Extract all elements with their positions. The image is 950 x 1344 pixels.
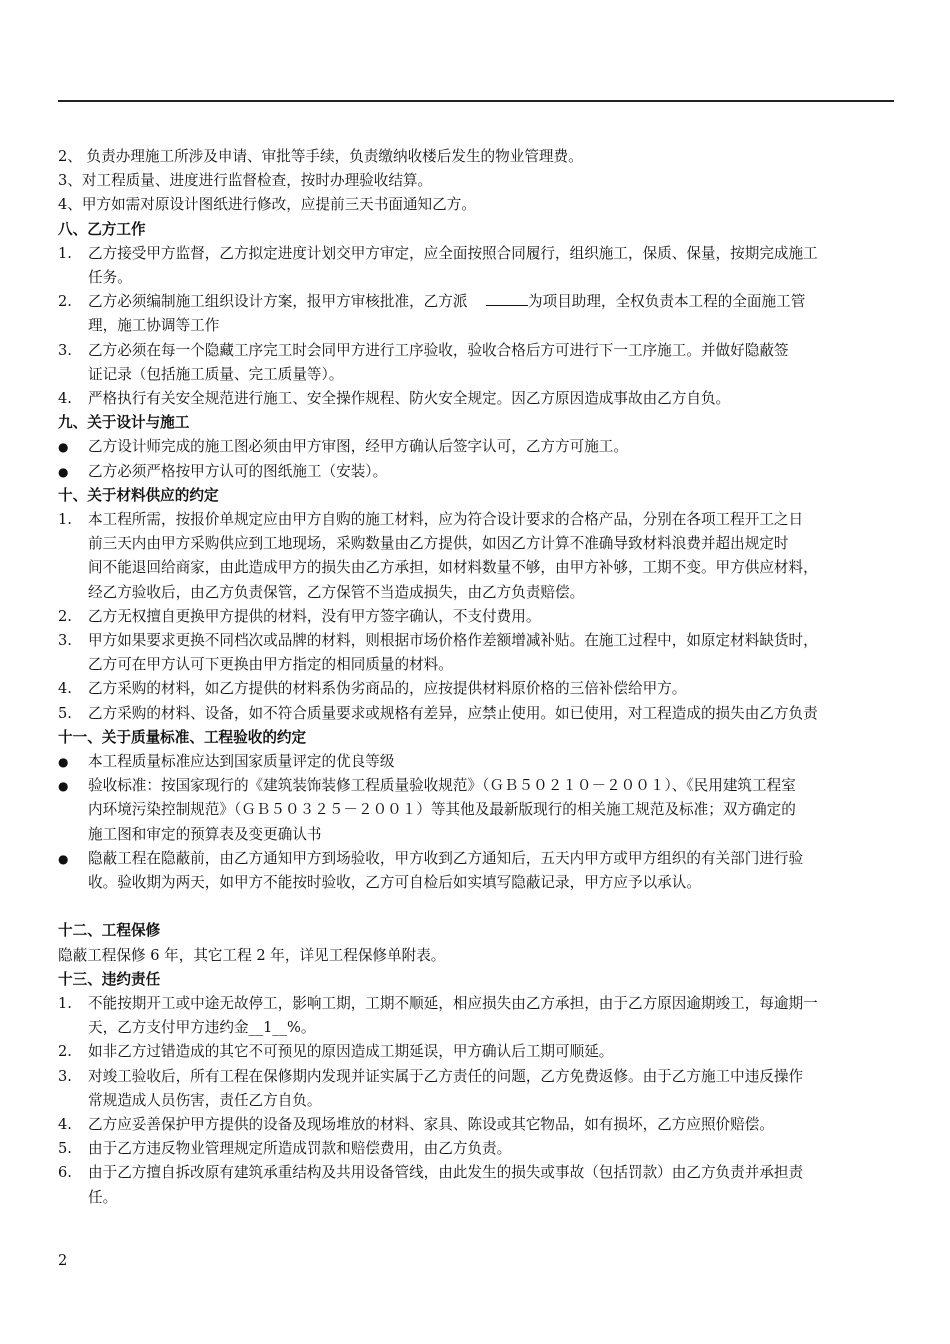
item-number: 1. <box>58 244 72 262</box>
list-item <box>58 1161 908 1209</box>
item-text: 理，施工协调等工作 <box>88 317 220 335</box>
section-heading-8: 八、乙方工作 <box>58 220 146 238</box>
item-text: 由于乙方违反物业管理规定所造成罚款和赔偿费用，由乙方负责。 <box>88 1140 512 1158</box>
item-number: 2. <box>58 607 72 625</box>
item-text: 间不能退回给商家，由此造成甲方的损失由乙方承担，如材料数量不够，由甲方补够，工期不变。甲方供应材料， <box>88 559 818 577</box>
list-item <box>58 750 908 774</box>
item-text: 乙方必须在每一个隐藏工序完工时会同甲方进行工序验收，验收合格后方可进行下一工序施工。并做好隐蔽签 <box>88 341 789 359</box>
item-text: 乙方应妥善保护甲方提供的设备及现场堆放的材料、家具、陈设或其它物品，如有损坏，乙方应照价赔偿。 <box>88 1115 774 1133</box>
item-text: 天，乙方支付甲方违约金__1__%。 <box>88 1019 316 1037</box>
item-text: 经乙方验收后，由乙方负责保管，乙方保管不当造成损失，由乙方负责赔偿。 <box>88 583 585 601</box>
list-item <box>58 677 908 701</box>
item-text: 乙方必须编制施工组织设计方案，报甲方审核批准，乙方派 <box>88 293 468 311</box>
list-item <box>58 1065 908 1113</box>
section-heading-12: 十二、工程保修 <box>58 922 161 940</box>
item-number: 4. <box>58 390 72 408</box>
bullet-icon: ● <box>58 464 69 479</box>
document-body <box>58 145 908 1210</box>
item-text: 常规造成人员伤害，责任乙方自负。 <box>88 1091 322 1109</box>
item-text: 乙方必须严格按甲方认可的图纸施工（安装）。 <box>88 462 388 480</box>
item-text: 验收标准：按国家现行的《建筑装饰装修工程质量验收规范》（ＧＢ５０２１０－２００１）、《民用建筑工程室 <box>88 777 796 795</box>
item-text: 乙方采购的材料、设备，如不符合质量要求或规格有差异，应禁止使用。如已使用，对工程造成的损失由乙方负责 <box>88 704 818 722</box>
paragraph: 隐蔽工程保修 6 年，其它工程 2 年，详见工程保修单附表。 <box>58 946 446 964</box>
header-rule <box>58 100 894 102</box>
item-text: 严格执行有关安全规范进行施工、安全操作规程、防火安全规定。因乙方原因造成事故由乙方自负。 <box>88 390 731 408</box>
item-text: 隐蔽工程在隐蔽前，由乙方通知甲方到场验收，甲方收到乙方通知后，五天内甲方或甲方组织的有关部门进行验 <box>88 849 804 867</box>
item-text: 对竣工验收后，所有工程在保修期内发现并证实属于乙方责任的问题，乙方免费返修。由于乙方施工中违反操作 <box>88 1067 804 1085</box>
item-number: 2. <box>58 293 72 311</box>
bullet-icon: ● <box>58 755 69 770</box>
item-text: 内环境污染控制规范》（ＧＢ５０３２５－２００１）等其他及最新版现行的相关施工规范及标准；双方确定的 <box>88 801 796 819</box>
item-text: 由于乙方擅自拆改原有建筑承重结构及共用设备管线，由此发生的损失或事故（包括罚款）由乙方负责并承担责 <box>88 1164 804 1182</box>
list-item <box>58 629 908 677</box>
list-item <box>58 774 908 847</box>
item-number: 5. <box>58 1140 72 1158</box>
list-item <box>58 435 908 459</box>
section-heading-9: 九、关于设计与施工 <box>58 414 190 432</box>
list-item <box>58 387 908 411</box>
item-number: 4. <box>58 1115 72 1133</box>
bullet-icon: ● <box>58 779 69 794</box>
list-item: 3、对工程质量、进度进行监督检查，按时办理验收结算。 <box>58 172 433 190</box>
list-item: 4、甲方如需对原设计图纸进行修改，应提前三天书面通知乙方。 <box>58 196 476 214</box>
item-text: 不能按期开工或中途无故停工，影响工期，工期不顺延，相应损失由乙方承担，由于乙方原因逾期竣工，每逾期一 <box>88 994 818 1012</box>
item-text: 施工图和审定的预算表及变更确认书 <box>88 825 322 843</box>
fill-in-blank[interactable] <box>486 291 528 306</box>
list-item <box>58 242 908 290</box>
list-item: 2、 负责办理施工所涉及申请、审批等手续，负责缴纳收楼后发生的物业管理费。 <box>58 148 583 165</box>
section-heading-13: 十三、违约责任 <box>58 970 161 988</box>
page-number: 2 <box>58 1252 68 1269</box>
item-number: 5. <box>58 704 72 722</box>
item-text: 乙方可在甲方认可下更换由甲方指定的相同质量的材料。 <box>88 656 453 674</box>
list-item <box>58 460 908 484</box>
item-text: 本工程所需，按报价单规定应由甲方自购的施工材料，应为符合设计要求的合格产品，分别在各项工程开工之日 <box>88 511 804 529</box>
section-heading-11: 十一、关于质量标准、工程验收的约定 <box>58 728 307 746</box>
item-text: 乙方无权擅自更换甲方提供的材料，没有甲方签字确认，不支付费用。 <box>88 607 541 625</box>
item-number: 1. <box>58 511 72 529</box>
item-number: 3. <box>58 341 72 359</box>
list-item <box>58 605 908 629</box>
item-number: 4. <box>58 680 72 698</box>
list-item <box>58 1137 908 1161</box>
blank-line <box>58 895 908 919</box>
item-number: 3. <box>58 632 72 650</box>
list-item <box>58 847 908 895</box>
list-item <box>58 1040 908 1064</box>
item-text: 甲方如果要求更换不同档次或品牌的材料，则根据市场价格作差额增减补贴。在施工过程中，如原定材料缺货时， <box>88 632 818 650</box>
list-item <box>58 290 908 338</box>
item-number: 2. <box>58 1043 72 1061</box>
section-heading-10: 十、关于材料供应的约定 <box>58 486 219 504</box>
list-item <box>58 508 908 605</box>
item-number: 1. <box>58 994 72 1012</box>
item-text: 收。验收期为两天，如甲方不能按时验收，乙方可自检后如实填写隐蔽记录，甲方应予以承认。 <box>88 874 701 892</box>
item-text: 任。 <box>88 1188 118 1206</box>
list-item <box>58 702 908 726</box>
bullet-icon: ● <box>58 440 69 455</box>
item-text: 本工程质量标准应达到国家质量评定的优良等级 <box>88 753 395 771</box>
bullet-icon: ● <box>58 851 69 866</box>
item-number: 3. <box>58 1067 72 1085</box>
list-item <box>58 1113 908 1137</box>
item-text: 证记录（包括施工质量、完工质量等）。 <box>88 365 344 383</box>
list-item <box>58 992 908 1040</box>
item-text: 任务。 <box>88 269 132 287</box>
item-text: 乙方接受甲方监督，乙方拟定进度计划交甲方审定，应全面按照合同履行，组织施工，保质、保量，按期完成施工 <box>88 244 818 262</box>
list-item <box>58 339 908 387</box>
item-text: 如非乙方过错造成的其它不可预见的原因造成工期延误，甲方确认后工期可顺延。 <box>88 1043 614 1061</box>
item-number: 6. <box>58 1164 72 1182</box>
item-text: 乙方采购的材料，如乙方提供的材料系伪劣商品的，应按提供材料原价格的三倍补偿给甲方。 <box>88 680 687 698</box>
item-text: 前三天内由甲方采购供应到工地现场，采购数量由乙方提供，如因乙方计算不准确导致材料浪费并超出规定时 <box>88 535 789 553</box>
item-text: 为项目助理，全权负责本工程的全面施工管 <box>528 293 806 311</box>
item-text: 乙方设计师完成的施工图必须由甲方审图，经甲方确认后签字认可，乙方方可施工。 <box>88 438 628 456</box>
